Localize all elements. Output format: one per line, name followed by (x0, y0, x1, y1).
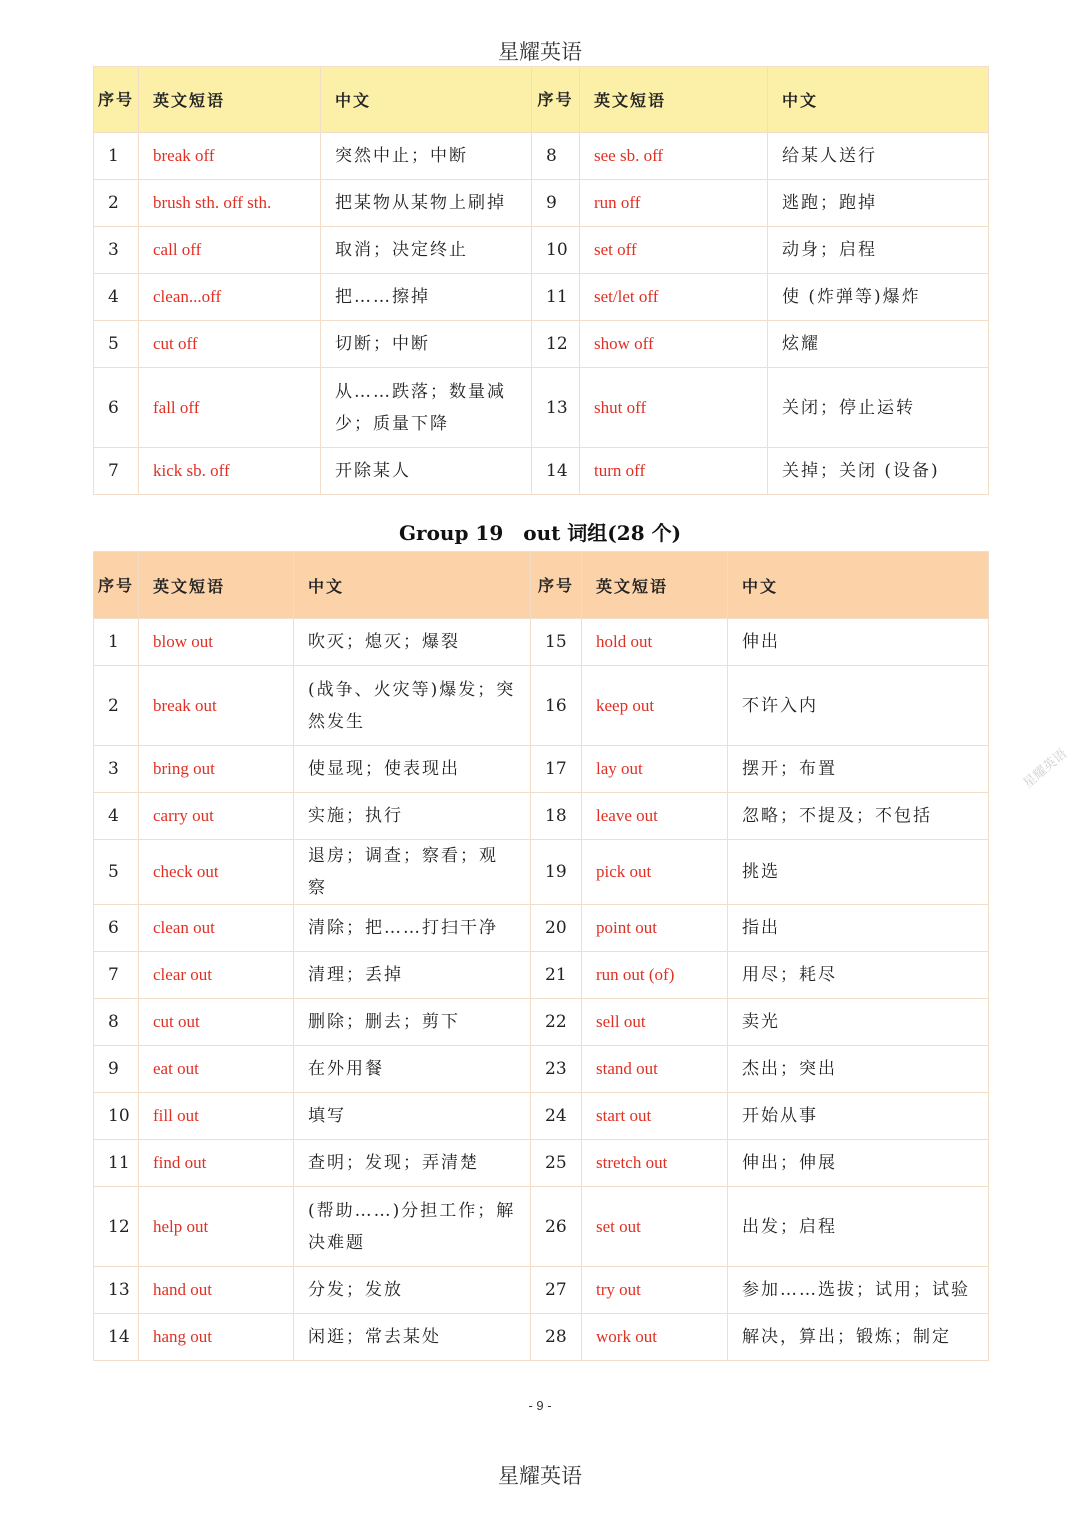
english-phrase: run out (of) (582, 952, 728, 999)
header-phrase: 英文短语 (139, 67, 321, 133)
english-phrase: set out (582, 1187, 728, 1267)
page-number: - 9 - (528, 1398, 552, 1413)
row-number: 8 (532, 133, 580, 180)
off-phrase-table (93, 66, 989, 495)
row-number: 3 (94, 227, 139, 274)
table-row (94, 999, 989, 1046)
header-chinese: 中文 (321, 67, 532, 133)
english-phrase: sell out (582, 999, 728, 1046)
english-phrase: blow out (139, 619, 294, 666)
table-row (94, 180, 989, 227)
chinese-meaning: 吹灭；熄灭；爆裂 (294, 619, 531, 666)
chinese-meaning: 实施；执行 (294, 793, 531, 840)
table-header-row (94, 552, 989, 619)
row-number: 28 (531, 1314, 582, 1361)
row-number: 26 (531, 1187, 582, 1267)
english-phrase: break out (139, 666, 294, 746)
english-phrase: fill out (139, 1093, 294, 1140)
table-row (94, 905, 989, 952)
table-row (94, 1140, 989, 1187)
row-number: 9 (94, 1046, 139, 1093)
chinese-meaning: (战争、火灾等)爆发；突然发生 (294, 666, 531, 746)
chinese-meaning: 删除；删去；剪下 (294, 999, 531, 1046)
row-number: 12 (94, 1187, 139, 1267)
english-phrase: leave out (582, 793, 728, 840)
header-chinese: 中文 (294, 552, 531, 619)
row-number: 9 (532, 180, 580, 227)
english-phrase: keep out (582, 666, 728, 746)
row-number: 24 (531, 1093, 582, 1140)
chinese-meaning: 开始从事 (728, 1093, 989, 1140)
chinese-meaning: 杰出；突出 (728, 1046, 989, 1093)
row-number: 15 (531, 619, 582, 666)
english-phrase: show off (580, 321, 768, 368)
chinese-meaning: 伸出 (728, 619, 989, 666)
chinese-meaning: 填写 (294, 1093, 531, 1140)
english-phrase: break off (139, 133, 321, 180)
row-number: 17 (531, 746, 582, 793)
header-chinese: 中文 (768, 67, 989, 133)
table-row (94, 619, 989, 666)
english-phrase: carry out (139, 793, 294, 840)
english-phrase: set off (580, 227, 768, 274)
chinese-meaning: (帮助……)分担工作；解决难题 (294, 1187, 531, 1267)
english-phrase: set/let off (580, 274, 768, 321)
chinese-meaning: 在外用餐 (294, 1046, 531, 1093)
group-title: Group 19 out 词组(28 个) (398, 521, 682, 545)
english-phrase: point out (582, 905, 728, 952)
table-row (94, 133, 989, 180)
row-number: 5 (94, 321, 139, 368)
header-phrase: 英文短语 (580, 67, 768, 133)
table-row (94, 1093, 989, 1140)
table-row (94, 368, 989, 448)
row-number: 1 (94, 619, 139, 666)
chinese-meaning: 清除；把……打扫干净 (294, 905, 531, 952)
english-phrase: find out (139, 1140, 294, 1187)
table-row (94, 1314, 989, 1361)
english-phrase: run off (580, 180, 768, 227)
page-header: 星耀英语 (498, 40, 582, 64)
chinese-meaning: 退房；调查；察看；观察 (294, 840, 531, 905)
english-phrase: hold out (582, 619, 728, 666)
chinese-meaning: 炫耀 (768, 321, 989, 368)
chinese-meaning: 切断；中断 (321, 321, 532, 368)
table-row (94, 666, 989, 746)
table-row (94, 746, 989, 793)
chinese-meaning: 出发；启程 (728, 1187, 989, 1267)
english-phrase: kick sb. off (139, 448, 321, 495)
english-phrase: bring out (139, 746, 294, 793)
table-row (94, 840, 989, 905)
header-phrase: 英文短语 (139, 552, 294, 619)
chinese-meaning: 突然中止；中断 (321, 133, 532, 180)
chinese-meaning: 参加……选拔；试用；试验 (728, 1267, 989, 1314)
english-phrase: stand out (582, 1046, 728, 1093)
english-phrase: cut out (139, 999, 294, 1046)
english-phrase: cut off (139, 321, 321, 368)
english-phrase: shut off (580, 368, 768, 448)
english-phrase: stretch out (582, 1140, 728, 1187)
row-number: 21 (531, 952, 582, 999)
english-phrase: clean out (139, 905, 294, 952)
table-row (94, 274, 989, 321)
row-number: 16 (531, 666, 582, 746)
row-number: 2 (94, 666, 139, 746)
english-phrase: hang out (139, 1314, 294, 1361)
row-number: 10 (532, 227, 580, 274)
english-phrase: try out (582, 1267, 728, 1314)
english-phrase: call off (139, 227, 321, 274)
chinese-meaning: 逃跑；跑掉 (768, 180, 989, 227)
table-row (94, 227, 989, 274)
chinese-meaning: 不许入内 (728, 666, 989, 746)
chinese-meaning: 从……跌落；数量减少；质量下降 (321, 368, 532, 448)
row-number: 3 (94, 746, 139, 793)
chinese-meaning: 摆开；布置 (728, 746, 989, 793)
row-number: 6 (94, 368, 139, 448)
chinese-meaning: 解决，算出；锻炼；制定 (728, 1314, 989, 1361)
chinese-meaning: 清理；丢掉 (294, 952, 531, 999)
english-phrase: check out (139, 840, 294, 905)
english-phrase: start out (582, 1093, 728, 1140)
english-phrase: help out (139, 1187, 294, 1267)
chinese-meaning: 关掉；关闭 (设备) (768, 448, 989, 495)
header-phrase: 英文短语 (582, 552, 728, 619)
chinese-meaning: 用尽；耗尽 (728, 952, 989, 999)
row-number: 4 (94, 274, 139, 321)
row-number: 5 (94, 840, 139, 905)
row-number: 2 (94, 180, 139, 227)
row-number: 10 (94, 1093, 139, 1140)
watermark: 星耀英语 (1020, 746, 1071, 792)
row-number: 4 (94, 793, 139, 840)
chinese-meaning: 使 (炸弹等)爆炸 (768, 274, 989, 321)
chinese-meaning: 伸出；伸展 (728, 1140, 989, 1187)
table-row (94, 952, 989, 999)
table-row (94, 793, 989, 840)
header-chinese: 中文 (728, 552, 989, 619)
chinese-meaning: 挑选 (728, 840, 989, 905)
chinese-meaning: 把某物从某物上刷掉 (321, 180, 532, 227)
english-phrase: eat out (139, 1046, 294, 1093)
chinese-meaning: 卖光 (728, 999, 989, 1046)
english-phrase: lay out (582, 746, 728, 793)
table-row (94, 1267, 989, 1314)
chinese-meaning: 分发；发放 (294, 1267, 531, 1314)
row-number: 8 (94, 999, 139, 1046)
table-row (94, 321, 989, 368)
english-phrase: fall off (139, 368, 321, 448)
header-no: 序号 (532, 67, 580, 133)
english-phrase: clear out (139, 952, 294, 999)
row-number: 27 (531, 1267, 582, 1314)
row-number: 22 (531, 999, 582, 1046)
out-phrase-table (93, 551, 989, 1361)
english-phrase: brush sth. off sth. (139, 180, 321, 227)
row-number: 7 (94, 448, 139, 495)
row-number: 20 (531, 905, 582, 952)
row-number: 7 (94, 952, 139, 999)
table-row (94, 1187, 989, 1267)
row-number: 14 (532, 448, 580, 495)
chinese-meaning: 动身；启程 (768, 227, 989, 274)
chinese-meaning: 忽略；不提及；不包括 (728, 793, 989, 840)
row-number: 19 (531, 840, 582, 905)
chinese-meaning: 查明；发现；弄清楚 (294, 1140, 531, 1187)
chinese-meaning: 闲逛；常去某处 (294, 1314, 531, 1361)
header-no: 序号 (531, 552, 582, 619)
table-header-row (94, 67, 989, 133)
chinese-meaning: 关闭；停止运转 (768, 368, 989, 448)
page-footer: 星耀英语 (498, 1464, 582, 1488)
row-number: 1 (94, 133, 139, 180)
chinese-meaning: 给某人送行 (768, 133, 989, 180)
chinese-meaning: 把……擦掉 (321, 274, 532, 321)
row-number: 6 (94, 905, 139, 952)
header-no: 序号 (94, 552, 139, 619)
english-phrase: pick out (582, 840, 728, 905)
english-phrase: turn off (580, 448, 768, 495)
english-phrase: see sb. off (580, 133, 768, 180)
row-number: 11 (94, 1140, 139, 1187)
row-number: 12 (532, 321, 580, 368)
row-number: 11 (532, 274, 580, 321)
header-no: 序号 (94, 67, 139, 133)
row-number: 14 (94, 1314, 139, 1361)
english-phrase: clean...off (139, 274, 321, 321)
chinese-meaning: 指出 (728, 905, 989, 952)
row-number: 25 (531, 1140, 582, 1187)
table-row (94, 448, 989, 495)
table-row (94, 1046, 989, 1093)
chinese-meaning: 使显现；使表现出 (294, 746, 531, 793)
chinese-meaning: 开除某人 (321, 448, 532, 495)
row-number: 18 (531, 793, 582, 840)
english-phrase: work out (582, 1314, 728, 1361)
english-phrase: hand out (139, 1267, 294, 1314)
row-number: 23 (531, 1046, 582, 1093)
row-number: 13 (94, 1267, 139, 1314)
row-number: 13 (532, 368, 580, 448)
chinese-meaning: 取消；决定终止 (321, 227, 532, 274)
